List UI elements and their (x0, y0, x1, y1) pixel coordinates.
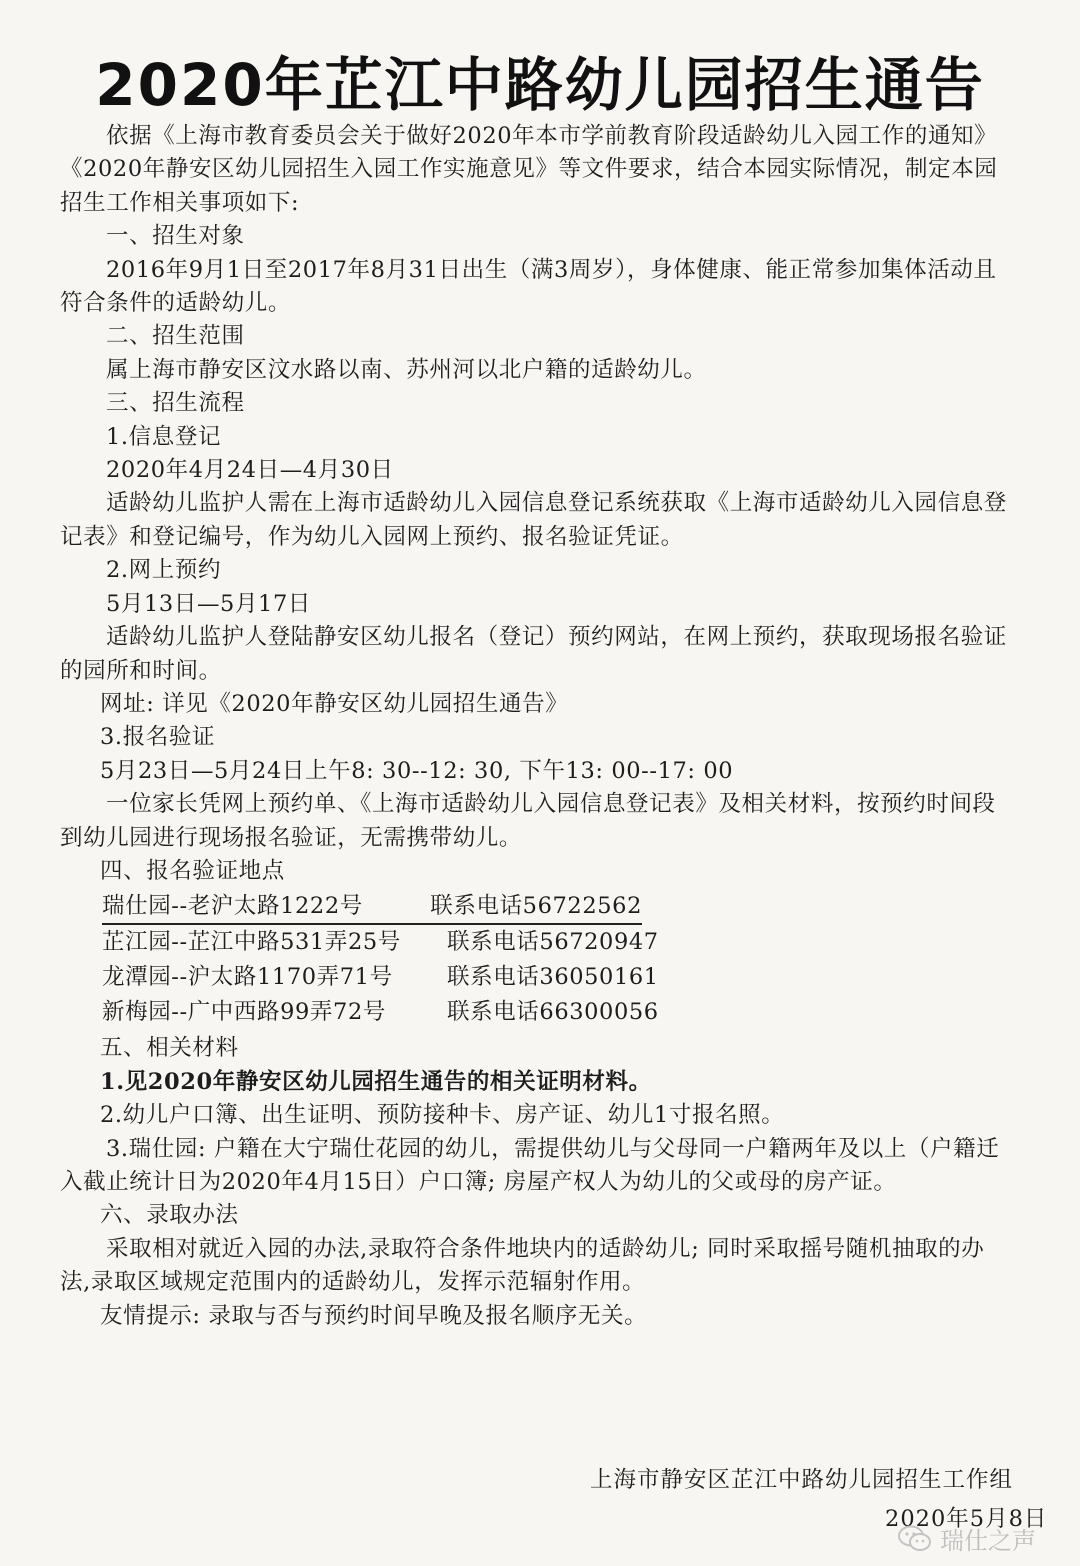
section-heading-3: 三、招生流程 (106, 390, 245, 417)
step-2-label: 2.网上预约 (106, 557, 222, 584)
location-row (102, 995, 1010, 1030)
wechat-icon (898, 1525, 932, 1553)
location-row (102, 925, 1010, 960)
location-phone: 联系电话56720947 (447, 929, 659, 956)
watermark-text: 瑞仕之声 (940, 1527, 1036, 1555)
watermark (898, 1521, 1036, 1556)
signature-date: 2020年5月8日 (885, 1506, 1048, 1532)
section-heading-1: 一、招生对象 (106, 223, 245, 250)
material-item-3: 3.瑞仕园: 户籍在大宁瑞仕花园的幼儿，需提供幼儿与父母同一户籍两年及以上（户籍迁入截止统计日为2020年4月15日）户口簿; 房屋产权人为幼儿的父或母的房产证。 (60, 1135, 1000, 1195)
section-heading-5: 五、相关材料 (100, 1035, 239, 1062)
step-1-label: 1.信息登记 (106, 423, 222, 450)
location-name: 瑞仕园--老沪太路1222号 (102, 893, 363, 920)
step-3-text: 一位家长凭网上预约单、《上海市适龄幼儿入园信息登记表》及相关材料，按预约时间段到幼儿园进行现场报名验证，无需携带幼儿。 (60, 791, 996, 851)
step-2-url: 网址: 详见《2020年静安区幼儿园招生通告》 (100, 690, 569, 717)
section-6-text: 采取相对就近入园的办法,录取符合条件地块内的适龄幼儿; 同时采取摇号随机抽取的办法,录取区域规定范围内的适龄幼儿，发挥示范辐射作用。 (60, 1235, 985, 1296)
location-name: 芷江园--芷江中路531弄25号 (102, 929, 401, 956)
section-2-text: 属上海市静安区汶水路以南、苏州河以北户籍的适龄幼儿。 (106, 356, 707, 383)
step-2-date: 5月13日—5月17日 (106, 590, 311, 617)
location-row (102, 890, 642, 925)
section-heading-2: 二、招生范围 (106, 323, 245, 350)
step-3-label: 3.报名验证 (100, 724, 216, 751)
location-phone: 联系电话36050161 (447, 964, 659, 991)
material-item-1: 1.见2020年静安区幼儿园招生通告的相关证明材料。 (100, 1068, 652, 1095)
friendly-tip: 友情提示: 录取与否与预约时间早晚及报名顺序无关。 (100, 1302, 648, 1329)
signature-line: 上海市静安区芷江中路幼儿园招生工作组 (590, 1467, 1014, 1493)
section-1-text: 2016年9月1日至2017年8月31日出生（满3周岁），身体健康、能正常参加集体活动且符合条件的适龄幼儿。 (60, 256, 997, 317)
section-heading-4: 四、报名验证地点 (100, 857, 285, 884)
page-title: 2020年芷江中路幼儿园招生通告 (95, 51, 985, 119)
location-phone: 联系电话66300056 (447, 999, 659, 1026)
location-phone: 联系电话56722562 (430, 893, 642, 920)
material-item-2: 2.幼儿户口簿、出生证明、预防接种卡、房产证、幼儿1寸报名照。 (100, 1102, 785, 1129)
location-name: 新梅园--广中西路99弄72号 (102, 999, 386, 1026)
location-list (102, 890, 1010, 1030)
section-heading-6: 六、录取办法 (100, 1202, 239, 1229)
step-1-text: 适龄幼儿监护人需在上海市适龄幼儿入园信息登记系统获取《上海市适龄幼儿入园信息登记表》和登记编号，作为幼儿入园网上预约、报名验证凭证。 (60, 490, 1007, 550)
step-3-date: 5月23日—5月24日上午8: 30--12: 30, 下午13: 00--17: 00 (100, 757, 734, 784)
intro-paragraph: 依据《上海市教育委员会关于做好2020年本市学前教育阶段适龄幼儿入园工作的通知》《2020年静安区幼儿园招生入园工作实施意见》等文件要求，结合本园实际情况，制定本园招生工作相关事项如下: (60, 123, 998, 216)
step-1-date: 2020年4月24日—4月30日 (106, 457, 394, 484)
location-name: 龙潭园--沪太路1170弄71号 (102, 964, 393, 991)
location-row (102, 960, 1010, 995)
step-2-text: 适龄幼儿监护人登陆静安区幼儿报名（登记）预约网站，在网上预约，获取现场报名验证的园所和时间。 (60, 624, 1007, 684)
notice-body (60, 120, 1010, 1333)
